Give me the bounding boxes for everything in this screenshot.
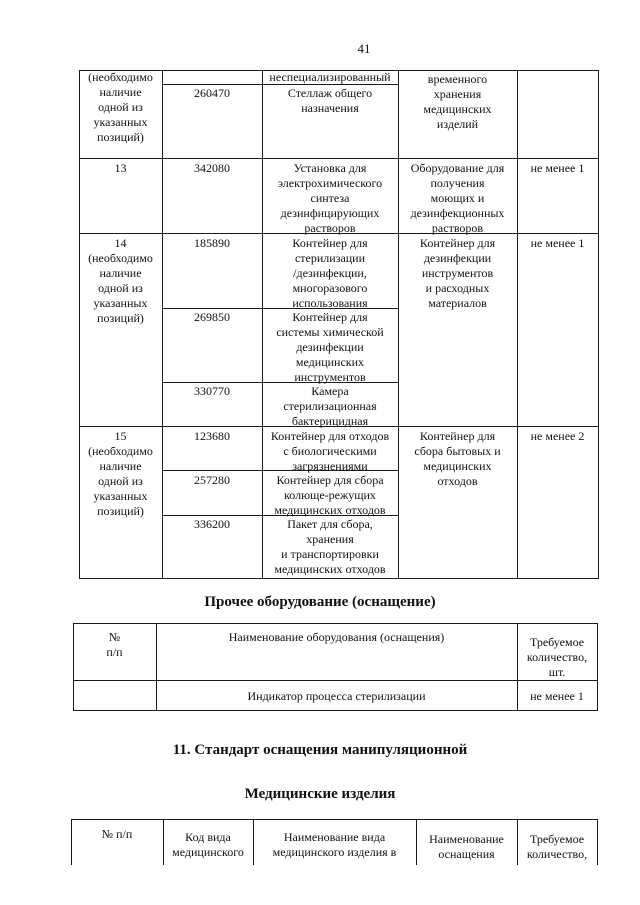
header-number: № п/п [101,827,133,841]
device-name-cell: Контейнер для отходов с биологическими загрязнениями [270,429,390,473]
device-code-cell: 336200 [194,517,230,531]
equipment-name-cell: Оборудование для получения моющих и дезинфекционных растворов [410,161,505,235]
header-device-code: Код вида медицинского [172,830,244,859]
device-name-cell: Контейнер для стерилизации /дезинфекции, многоразового использования [292,236,368,310]
device-name-cell: Контейнер для системы химической дезинфекции медицинских инструментов [276,310,384,384]
row-number-cell: (необходимо наличие одной из указанных позиций) [88,70,153,144]
section-title-other-equipment: Прочее оборудование (оснащение) [204,594,436,610]
device-code-cell: 269850 [194,310,230,324]
equipment-name-cell: временного хранения медицинских изделий [423,72,492,131]
row-number-cell: 14 (необходимо наличие одной из указанных позиций) [88,236,153,325]
quantity-cell: не менее 1 [530,689,584,703]
device-code-cell: 342080 [194,161,230,175]
header-required-quantity: Требуемое количество, [526,832,588,861]
device-name-cell: Контейнер для сбора колюще-режущих медицинских отходов [274,473,386,517]
row-number-cell: 15 (необходимо наличие одной из указанных позиций) [88,429,153,518]
equipment-name-cell: Контейнер для дезинфекции инструментов и расходных материалов [419,236,496,310]
section-subtitle-medical-devices: Медицинские изделия [244,786,396,802]
header-equipment-name: Наименование оснащения [429,832,504,861]
header-device-name: Наименование вида медицинского изделия в [272,830,397,859]
section-title-11: 11. Стандарт оснащения манипуляционной [172,742,468,758]
device-name-cell: Установка для электрохимического синтеза дезинфицирующих растворов [277,161,383,235]
row-number-cell: 13 [114,161,127,175]
device-code-cell: 260470 [194,86,230,100]
device-name-cell: неспециализированный [269,70,391,84]
device-code-cell: 123680 [194,429,230,443]
device-code-cell: 257280 [194,473,230,487]
page-number: 41 [357,41,371,56]
device-name-cell: Пакет для сбора, хранения и транспортировки медицинских отходов [274,517,386,576]
header-equipment-name: Наименование оборудования (оснащения) [228,630,445,644]
quantity-cell: не менее 2 [530,429,585,443]
device-code-cell: 185890 [194,236,230,250]
quantity-cell: не менее 1 [530,236,585,250]
quantity-cell: не менее 1 [530,161,585,175]
equipment-name-cell: Индикатор процесса стерилизации [247,689,426,703]
device-name-cell: Стеллаж общего назначения [287,86,373,115]
device-name-cell: Камера стерилизационная бактерицидная [283,384,377,428]
header-required-quantity: Требуемое количество, шт. [526,635,588,679]
header-number: № п/п [106,630,123,659]
device-code-cell: 330770 [194,384,230,398]
equipment-name-cell: Контейнер для сбора бытовых и медицинских отходов [414,429,501,488]
